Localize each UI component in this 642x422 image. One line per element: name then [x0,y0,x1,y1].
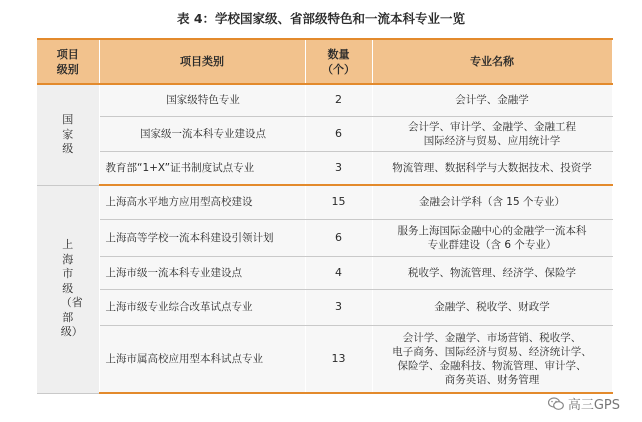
table-title: 表 4：学校国家级、省部级特色和一流本科专业一览 [176,11,466,26]
names-cell: 服务上海国际金融中心的金融学一流本科 专业群建设（含 6 个专业） [372,219,612,256]
names-cell: 会计学、审计学、金融学、金融工程 国际经济与贸易、应用统计学 [372,116,612,151]
names-cell: 会计学、金融学 [372,84,612,116]
table-row [37,325,612,393]
level-label-national: 国家级 [62,113,74,155]
count-cell: 13 [305,325,372,393]
watermark-text: 高三GPS [567,398,620,413]
watermark [546,394,622,413]
wechat-icon [548,397,564,411]
header-level-text: 项目 级别 [56,47,79,76]
header-count [305,39,372,84]
category-cell: 国家级特色专业 [99,84,305,116]
level-cell-national [37,84,99,185]
header-names: 专业名称 [372,39,612,84]
names-cell: 会计学、金融学、市场营销、税收学、 电子商务、国际经济与贸易、经济统计学、 保险学、金融科技、物流管理、审计学、 商务英语、财务管理 [372,325,612,393]
count-cell: 6 [305,116,372,151]
table-row [37,84,612,116]
category-cell: 上海市级专业综合改革试点专业 [99,289,305,325]
header-level [37,39,99,84]
table-header-row [37,39,612,84]
table-row [37,289,612,325]
category-cell: 教育部“1+X”证书制度试点专业 [99,151,305,185]
category-cell: 上海市属高校应用型本科试点专业 [99,325,305,393]
names-cell: 税收学、物流管理、经济学、保险学 [372,256,612,289]
table-row [37,256,612,289]
header-category: 项目类别 [99,39,305,84]
count-cell: 3 [305,151,372,185]
category-cell: 上海高水平地方应用型高校建设 [99,185,305,219]
count-cell: 4 [305,256,372,289]
level-label-shanghai: 上海市级（省部级） [60,238,83,339]
category-cell: 上海市级一流本科专业建设点 [99,256,305,289]
table-row [37,185,612,219]
level-cell-shanghai [37,185,99,393]
category-cell: 上海高等学校一流本科建设引领计划 [99,219,305,256]
header-count-text: 数量 （个） [322,47,355,76]
table-row [37,151,612,185]
table-row [37,219,612,256]
table-row [37,116,612,151]
names-cell: 金融学、税收学、财政学 [372,289,612,325]
names-cell: 物流管理、数据科学与大数据技术、投资学 [372,151,612,185]
count-cell: 2 [305,84,372,116]
category-cell: 国家级一流本科专业建设点 [99,116,305,151]
count-cell: 15 [305,185,372,219]
names-cell: 金融会计学科（含 15 个专业） [372,185,612,219]
specialty-table [37,38,613,394]
count-cell: 3 [305,289,372,325]
count-cell: 6 [305,219,372,256]
